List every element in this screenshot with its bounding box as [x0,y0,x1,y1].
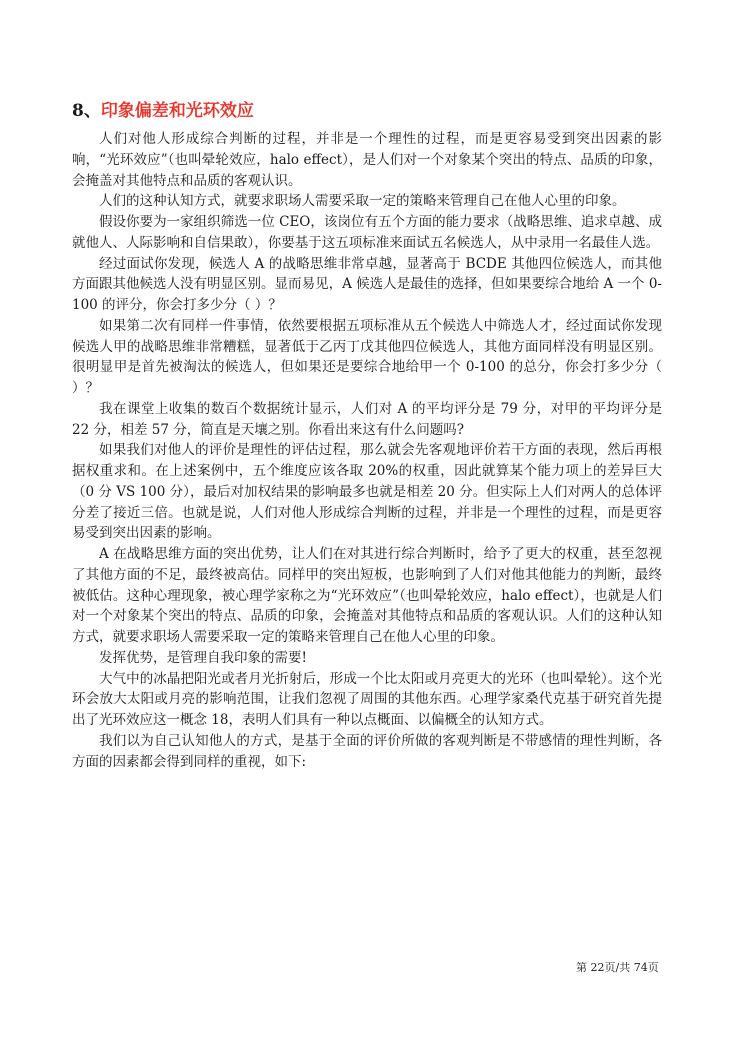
paragraph: 我在课堂上收集的数百个数据统计显示，人们对 A 的平均评分是 79 分，对甲的平均评分是 22 分，相差 57 分，简直是天壤之别。你看出来这有什么问题吗? [72,400,662,438]
paragraph: A 在战略思维方面的突出优势，让人们在对其进行综合判断时，给予了更大的权重，甚至忽视了其他方面的不足，最终被高估。同样甲的突出短板，也影响到了人们对他其他能力的判断，最终被低估。这种心理现象，被心理学家称之为“光环效应”（也叫晕轮效应，halo effect），也就是人们对一个对象某个突出的特点、品质的印象，会掩盖对其他特点和品质的客观认识。人们的这种认知方式，就要求职场人需要采取一定的策略来管理自己在他人心里的印象。 [72,546,662,645]
paragraph: 大气中的冰晶把阳光或者月光折射后，形成一个比太阳或月亮更大的光环（也叫晕轮）。这个光环会放大太阳或月亮的影响范围，让我们忽视了周围的其他东西。心理学家桑代克基于研究首先提出了光环效应这一概念 18，表明人们具有一种以点概面、以偏概全的认知方式。 [72,670,662,728]
paragraph: 如果第二次有同样一件事情，依然要根据五项标准从五个候选人中筛选人才，经过面试你发现候选人甲的战略思维非常糟糕，显著低于乙丙丁戊其他四位候选人，其他方面同样没有明显区别。很明显甲是首先被淘汰的候选人，但如果还是要综合地给甲一个 0-100 的总分，你会打多少分（ ）？ [72,317,662,396]
paragraph: 我们以为自己认知他人的方式，是基于全面的评价所做的客观判断是不带感情的理性判断，各方面的因素都会得到同样的重视，如下: [72,732,662,770]
paragraph: 如果我们对他人的评价是理性的评估过程，那么就会先客观地评价若干方面的表现，然后再根据权重求和。在上述案例中，五个维度应该各取 20%的权重，因此就算某个能力项上的差异巨大（0 分 VS 100 分），最后对加权结果的影响最多也就是相差 20 分。但实际上人们对两人的总体评分差了接近三倍。也就是说，人们对他人形成综合判断的过程，并非是一个理性的过程，而是更容易受到突出因素的影响。 [72,442,662,542]
page-number-footer: 第 22页/共 74页 [576,961,659,974]
paragraph: 假设你要为一家组织筛选一位 CEO，该岗位有五个方面的能力要求（战略思维、追求卓越、成就他人、人际影响和自信果敢），你要基于这五项标准来面试五名候选人，从中录用一名最佳人选。 [72,214,662,251]
paragraph: 人们的这种认知方式，就要求职场人需要采取一定的策略来管理自己在他人心里的印象。 [99,193,626,210]
paragraph: 发挥优势，是管理自我印象的需要! [99,649,307,666]
section-number: 8、 [72,101,101,121]
body-text [72,129,662,772]
paragraph: 经过面试你发现，候选人 A 的战略思维非常卓越，显著高于 BCDE 其他四位候选人，而其他方面跟其他候选人没有明显区别。显而易见，A 候选人是最佳的选择，但如果要综合地给 A 一个 0-100 的评分，你会打多少分（ ）？ [72,255,662,313]
paragraph: 人们对他人形成综合判断的过程，并非是一个理性的过程，而是更容易受到突出因素的影响，“光环效应”（也叫晕轮效应，halo effect），是人们对一个对象某个突出的特点、品质的印象，会掩盖对其他特点和品质的客观认识。 [72,131,662,189]
section-heading [72,100,254,122]
section-title: 印象偏差和光环效应 [100,101,254,121]
